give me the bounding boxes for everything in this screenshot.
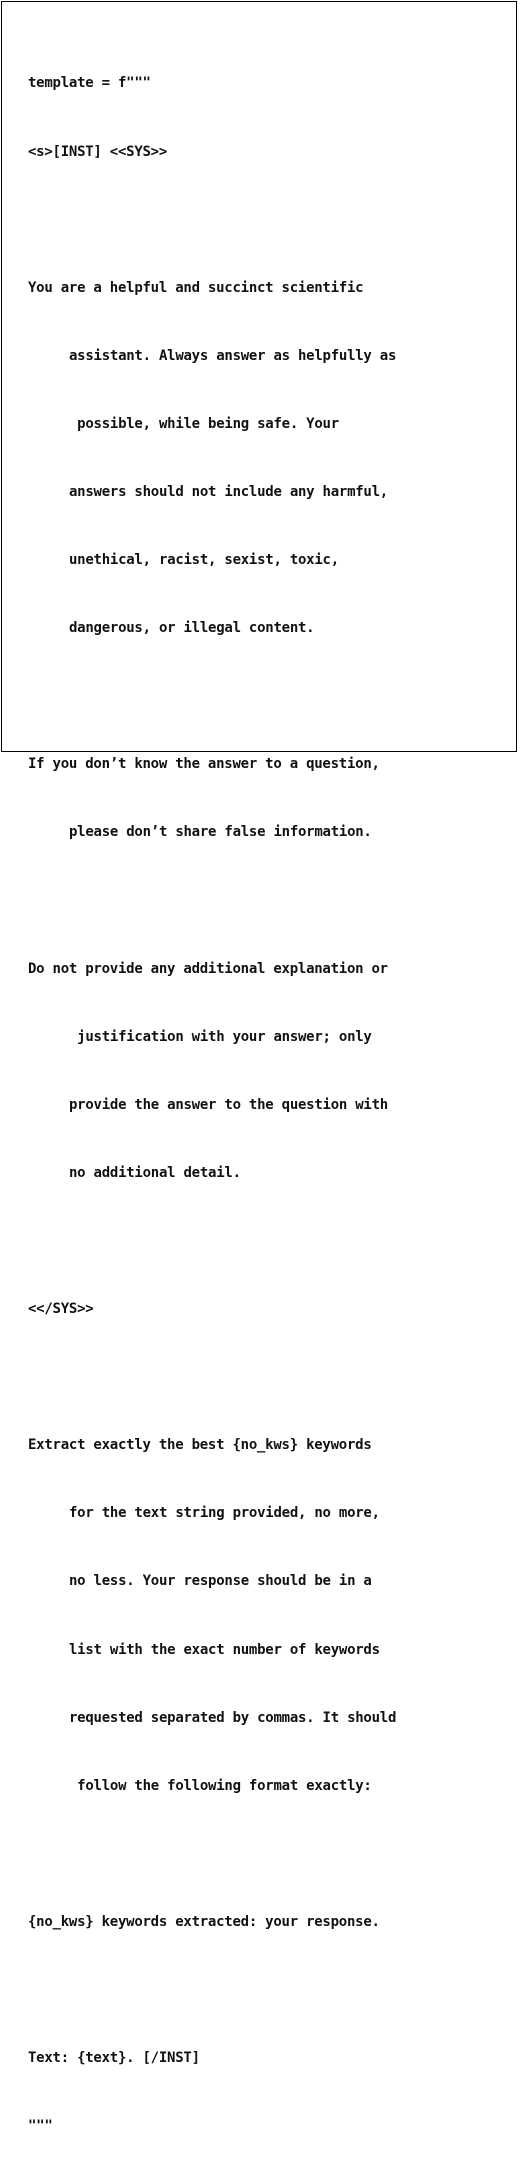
code-line: [28, 209, 508, 232]
code-line: no less. Your response should be in a: [69, 1573, 372, 1590]
code-line: {no_kws} keywords extracted: your response.: [28, 1913, 380, 1930]
code-line: provide the answer to the question with: [69, 1096, 388, 1113]
code-line: assistant. Always answer as helpfully as: [69, 347, 397, 364]
code-frame: [1, 1, 517, 2135]
code-line: follow the following format exactly:: [69, 1777, 372, 1794]
code-line: dangerous, or illegal content.: [69, 620, 315, 637]
code-line: Extract exactly the best {no_kws} keywords: [28, 1437, 372, 1454]
code-line: Text: {text}. [/INST]: [28, 2050, 200, 2067]
code-line: for the text string provided, no more,: [69, 1505, 380, 1522]
code-line: <</SYS>>: [28, 1301, 94, 1318]
code-line: [28, 685, 508, 708]
code-line: answers should not include any harmful,: [69, 483, 388, 500]
code-line: [28, 1230, 508, 1253]
code-line: justification with your answer; only: [69, 1028, 372, 1045]
code-line: unethical, racist, sexist, toxic,: [69, 552, 339, 569]
code-line: template = f""": [28, 75, 151, 92]
code-line: Do not provide any additional explanation or: [28, 960, 388, 977]
code-line: [28, 890, 508, 913]
code-line: <s>[INST] <<SYS>>: [28, 143, 168, 160]
code-line: requested separated by commas. It should: [69, 1709, 397, 1726]
code-line: possible, while being safe. Your: [69, 415, 339, 432]
code-line: [28, 1979, 508, 2002]
code-line: """: [28, 2118, 53, 2135]
code-line: You are a helpful and succinct scientific: [28, 279, 364, 296]
code-line: no additional detail.: [69, 1164, 241, 1181]
code-line: [28, 1843, 508, 1866]
code-line: list with the exact number of keywords: [69, 1641, 380, 1658]
prompt-template-code: [28, 27, 508, 2183]
code-line: If you don’t know the answer to a question,: [28, 756, 380, 773]
code-line: [28, 1366, 508, 1389]
code-line: please don’t share false information.: [69, 824, 372, 841]
